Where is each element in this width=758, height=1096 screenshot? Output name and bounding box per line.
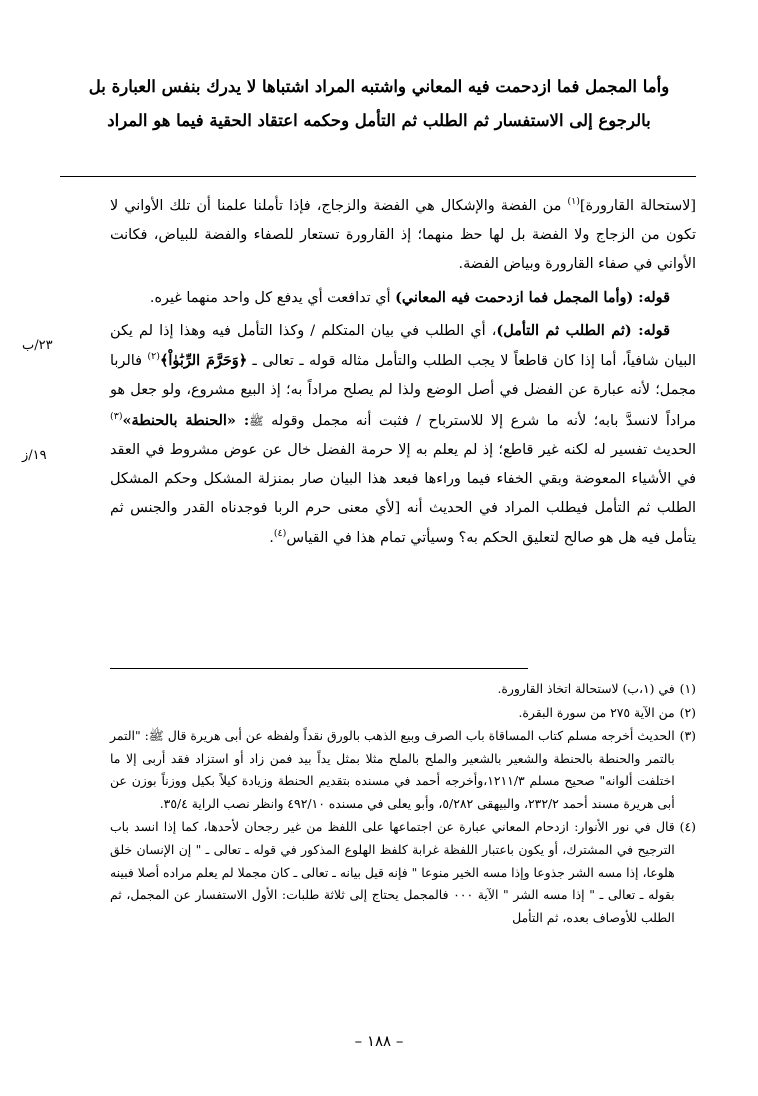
page-heading [64,70,694,138]
footnote-item [110,816,696,929]
footnote-number: (١) [679,681,696,696]
footnote-text: الحديث أخرجه مسلم كتاب المساقاة باب الصرف وبيع الذهب بالورق نقداً ولفظه عن أبى هريرة قال ﷺ: "التمر بالتمر والحنطة بالحنطة والشعير بالشعير والملح بالملح مثلا بمثل يداً بيد فمن زاد أو استزاد فقد أربى إلا ما اختلفت ألوانه" صحيح مسلم ١٢١١/٣،وأخرجه أحمد في مسنده بتقديم الحنطة وزيادة كيلاً بكيل ووزناً بوزن عن أبى هريرة مسند أحمد ٢٣٢/٢، والبيهقى ٥/٢٨٢، وأبو يعلى في مسنده ٤٩٢/١٠ وانظر نصب الراية ٣٥/٤. [110,728,675,811]
para3-end: . [269,529,274,546]
para3-lemma: قوله: (ثم الطلب ثم التأمل) [496,321,670,339]
paragraph-2 [110,283,696,313]
folio-marker-b: ١٩/ز [22,448,47,463]
body-text [110,192,696,553]
para1-rest: من الفضة والإشكال هي الفضة والزجاج، فإذا تأملنا علمنا أن تلك الأواني لا تكون من الزجاج ولا الفضة بل لها حظ منهما؛ إذ القارورة تستعار للصفاء والفضة للبياض، فكانت الأواني في صفاء القارورة وبياض الفضة. [110,198,696,273]
footnote-number: (٢) [679,704,696,720]
page-number: – ١٨٨ – [354,1032,404,1050]
footnote-text: من الآية ٢٧٥ من سورة البقرة. [518,704,675,720]
para3-rest: ، أي الطلب في بيان المتكلم / وكذا التأمل فيه وهذا إذا لم يكن البيان شافياً، أما إذا كان قاطعاً لا يجب الطلب والتأمل مثاله قوله ـ تعالى ـ [110,322,696,370]
para2-rest: أي تدافعت أي يدفع كل واحد منهما غيره. [149,289,396,306]
footnote-ref-2: (٢) [147,351,160,363]
footnote-ref-4: (٤) [273,527,287,539]
footnote-text: قال في نور الأنوار: ازدحام المعاني عبارة عن اجتماعها على اللفظ من غير رجحان لأحدها، كما إذا انسد باب الترجيح في المشترك، أو يكون باعتبار اللفظة غرابة كلفظ الهلوع المذكور في قوله ـ تعالى ـ " إن الإنسان خلق هلوعا، إذا مسه الشر جذوعا وإذا مسه الخير منوعا " فإنه قيل بيانه ـ تعالى ـ كان مجملا لم يعلم مراده أصلا فبينه بقوله ـ تعالى ـ " إذا مسه الشر " الآية ٠٠٠ فالمجمل يحتاج إلى ثلاثة طلبات: الأول الاستفسار عن المجمل، ثم الطلب للأوصاف بعده، ثم التأمل [110,819,675,925]
heading-line-2: بالرجوع إلى الاستفسار ثم الطلب ثم التأمل وحكمه اعتقاد الحقية فيما هو المراد [107,110,651,130]
para1-opening: [لاستحالة القارورة] [579,198,696,214]
footnote-item [110,702,696,725]
footnote-item [110,725,696,815]
footnote-text: في (١،ب) لاستحالة اتخاذ القارورة. [497,681,675,696]
footnote-item [110,678,696,701]
footnote-ref-1: (١) [567,196,580,208]
paragraph-1 [110,192,696,280]
folio-marker-a: ٢٣/ب [22,338,53,353]
salla-allah-glyph: ﷺ [249,413,264,428]
quran-quote: ﴿وَحَرَّمَ الرِّبَٰوٰاْ﴾ [159,352,248,370]
footnotes-section [110,678,696,930]
heading-line-1: وأما المجمل فما ازدحمت فيه المعاني واشتبه المراد اشتباها لا يدرك بنفس العبارة بل [88,77,670,96]
para3-tail: فالربا مجمل؛ لأنه عبارة عن الفضل في أصل الوضع ولذا لم يصلح مراداً به؛ إذ البيع مشروع، ولو جعل هو مراداً لانسدَّ بابه؛ لأنه ما شرع إلا للاسترباح / فثبت أنه مجمل وقوله [110,353,696,429]
footnote-divider [110,668,528,669]
hadith-quote: : «الحنطة بالحنطة» [122,411,250,429]
heading-divider [60,176,696,177]
footnote-number: (٣) [679,728,696,744]
para3-tail2: الحديث تفسير له لكنه غير قاطع؛ إذ لم يعلم به إلا حرمة الفضل خال عن عوض مشروط في العقد في الأشياء المعوضة وبقي الخفاء فيما وراءها فبعد هذا البيان صار بمنزلة المشكل وحكم المشكل الطلب ثم التأمل فيطلب المراد في الحديث أنه [لأي معنى حرم الربا فوجدناه القدر والجنس ثم يتأمل فيه هل هو صالح لتعليق الحكم به؟ وسيأتي تمام هذا في القياس [110,441,696,546]
paragraph-3 [110,316,696,553]
footnote-ref-3: (٣) [110,410,123,422]
footnote-number: (٤) [679,819,696,835]
para2-lemma: قوله: (وأما المجمل فما ازدحمت فيه المعاني) [395,288,670,306]
